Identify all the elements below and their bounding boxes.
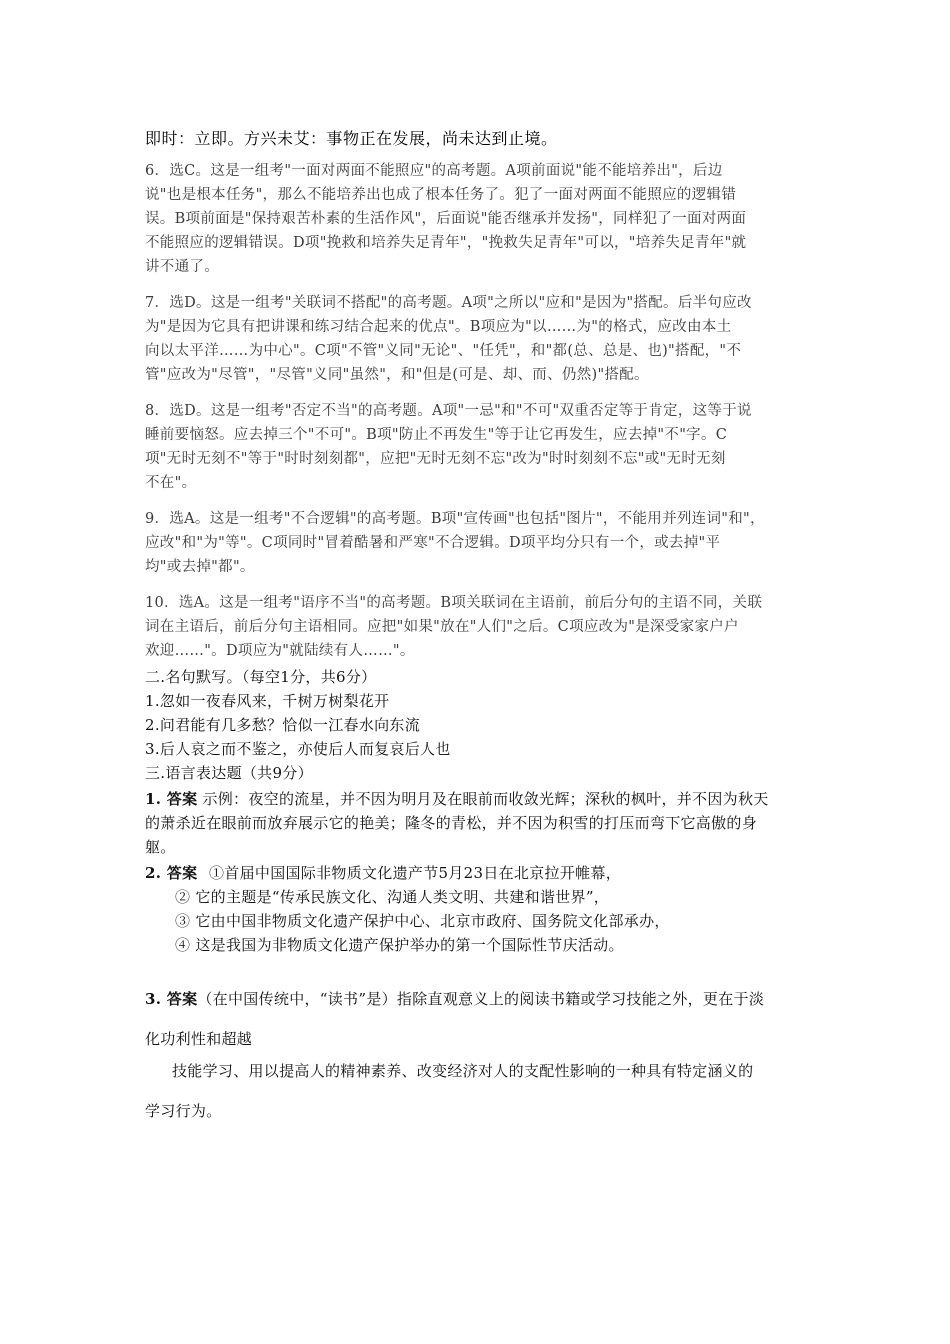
answer-10-line: 10．选A。这是一组考"语序不当"的高考题。B项关联词在主语前，前后分句的主语不同，关联 [145, 595, 763, 611]
answer-1-line: 躯。 [145, 838, 176, 856]
answer-3-line: 学习行为。 [145, 1102, 222, 1120]
answer-3-label: 3. 答案 [145, 990, 198, 1008]
answer-2-line: ③ 它由中国非物质文化遗产保护中心、北京市政府、国务院文化部承办， [175, 912, 670, 930]
answer-10-line: 欢迎……"。D项应为"就陆续有人……"。 [145, 643, 415, 659]
answer-3-line [145, 988, 764, 1010]
answer-6-line: 6．选C。这是一组考"一面对两面不能照应"的高考题。A项前面说"能不能培养出"，后边 [145, 163, 723, 179]
poem-line: 2.问君能有几多愁？恰似一江春水向东流 [145, 716, 421, 734]
answer-7-line: 向以太平洋……为中心"。C项"不管"义同"无论"、"任凭"，和"都(总、总是、也)"搭配，"不 [145, 343, 742, 359]
answer-8-line: 不在"。 [145, 475, 197, 491]
answer-2-text: ①首届中国国际非物质文化遗产节5月23日在北京拉开帷幕， [209, 864, 622, 882]
section-3-heading: 三.语言表达题（共9分） [145, 764, 313, 782]
answer-1-line: 的萧杀近在眼前而放弃展示它的艳美；隆冬的青松，并不因为积雪的打压而弯下它高傲的身 [145, 814, 758, 832]
answer-3-text: （在中国传统中，“读书”是）指除直观意义上的阅读书籍或学习技能之外，更在于淡 [197, 990, 765, 1008]
answer-10-line: 词在主语后，前后分句主语相同。应把"如果"放在"人们"之后。C项应改为"是深受家家户户 [145, 619, 739, 635]
answer-1-line [145, 788, 769, 810]
answer-2-line [145, 862, 621, 884]
answer-2-line: ② 它的主题是“传承民族文化、沟通人类文明、共建和谐世界”， [175, 888, 610, 906]
answer-6-line: 误。B项前面是"保持艰苦朴素的生活作风"，后面说"能否继承并发扬"，同样犯了一面对两面 [145, 211, 747, 227]
answer-9-line: 应改"和"为"等"。C项同时"冒着酷暑和严寒"不合逻辑。D项平均分只有一个，或去掉"平 [145, 535, 721, 551]
answer-3-line: 技能学习、用以提高人的精神素养、改变经济对人的支配性影响的一种具有特定涵义的 [172, 1062, 754, 1080]
answer-6-line: 说"也是根本任务"，那么不能培养出也成了根本任务了。犯了一面对两面不能照应的逻辑错 [145, 187, 737, 203]
answer-1-label: 1. 答案 [145, 790, 198, 808]
answer-8-line: 睡前要恼怒。应去掉三个"不可"。B项"防止不再发生"等于让它再发生，应去掉"不"字。C [145, 427, 728, 443]
answer-7-line: 为"是因为它具有把讲课和练习结合起来的优点"。B项应为"以……为"的格式，应改由本土 [145, 319, 732, 335]
answer-2-label: 2. 答案 [145, 864, 198, 882]
answer-9-line: 均"或去掉"都"。 [145, 559, 255, 575]
answer-8-line: 项"无时无刻不"等于"时时刻刻都"，应把"无时无刻不忘"改为"时时刻刻不忘"或"无时无刻 [145, 451, 726, 467]
answer-6-line: 不能照应的逻辑错误。D项"挽救和培养失足青年"，"挽救失足青年"可以，"培养失足青年"就 [145, 235, 747, 251]
answer-9-line: 9．选A。这是一组考"不合逻辑"的高考题。B项"宣传画"也包括"图片"，不能用并列连词"和"， [145, 511, 765, 527]
answer-7-line: 7．选D。这是一组考"关联词不搭配"的高考题。A项"之所以"应和"是因为"搭配。后半句应改 [145, 295, 752, 311]
poem-line: 1.忽如一夜春风来，千树万树梨花开 [145, 692, 390, 710]
answer-3-line: 化功利性和超越 [145, 1030, 253, 1048]
poem-line: 3.后人哀之而不鉴之，亦使后人而复哀后人也 [145, 740, 451, 758]
top-line: 即时：立即。方兴未艾：事物正在发展，尚未达到止境。 [145, 129, 558, 148]
answer-2-line: ④ 这是我国为非物质文化遗产保护举办的第一个国际性节庆活动。 [175, 936, 624, 954]
answer-6-line: 讲不通了。 [145, 259, 219, 275]
section-2-heading: 二.名句默写。（每空1分，共6分） [145, 668, 377, 686]
answer-8-line: 8．选D。这是一组考"否定不当"的高考题。A项"一忌"和"不可"双重否定等于肯定，这等于说 [145, 403, 752, 419]
answer-7-line: 管"应改为"尽管"，"尽管"义同"虽然"，和"但是(可是、却、而、仍然)"搭配。 [145, 367, 649, 383]
answer-1-text: 示例：夜空的流星，并不因为明月及在眼前而收敛光辉；深秋的枫叶，并不因为秋天 [197, 790, 769, 808]
